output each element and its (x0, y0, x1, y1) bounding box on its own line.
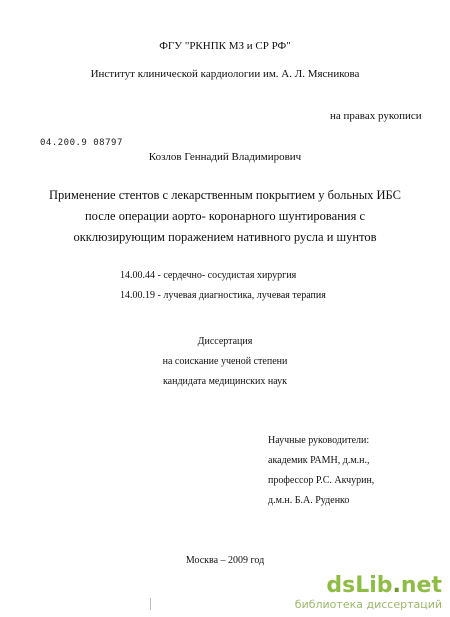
degree-label: Диссертация (197, 336, 253, 347)
city-year: Москва – 2009 год (185, 555, 265, 566)
scan-mark (150, 598, 151, 610)
specialty-2: 14.00.19 - лучевая диагностика, лучевая терапия (120, 290, 326, 301)
advisors-heading: Научные руководители: (268, 435, 370, 446)
organization-name: ФГУ "РКНПК МЗ и СР РФ" (159, 40, 291, 52)
advisor-line-2: профессор Р.С. Акчурин, (268, 475, 375, 486)
advisor-line-1: академик РАМН, д.м.н., (268, 455, 370, 466)
degree-line-3: кандидата медицинских наук (162, 376, 288, 387)
degree-line-2: на соискание ученой степени (162, 356, 288, 367)
title-line-1: Применение стентов с лекарственным покрытием у больных ИБС (49, 188, 401, 202)
advisors-block (268, 431, 374, 511)
watermark-logo: dsLib.net (326, 573, 442, 598)
advisor-line-3: д.м.н. Б.А. Руденко (268, 495, 350, 506)
title-line-3: окклюзирующим поражением нативного русла и шунтов (73, 230, 377, 244)
watermark-subtitle: библиотека диссертаций (294, 598, 442, 611)
specialty-1: 14.00.44 - сердечно- сосудистая хирургия (120, 270, 297, 281)
author-name: Козлов Геннадий Владимирович (148, 151, 302, 163)
watermark[interactable] (295, 575, 442, 611)
rights-note: на правах рукописи (330, 110, 422, 122)
document-code: 04.200.9 08797 (40, 138, 123, 148)
title-line-2: после операции аорто- коронарного шунтирования с (84, 209, 366, 223)
institute-name: Институт клинической кардиологии им. А. Л. Мясникова (90, 68, 360, 80)
